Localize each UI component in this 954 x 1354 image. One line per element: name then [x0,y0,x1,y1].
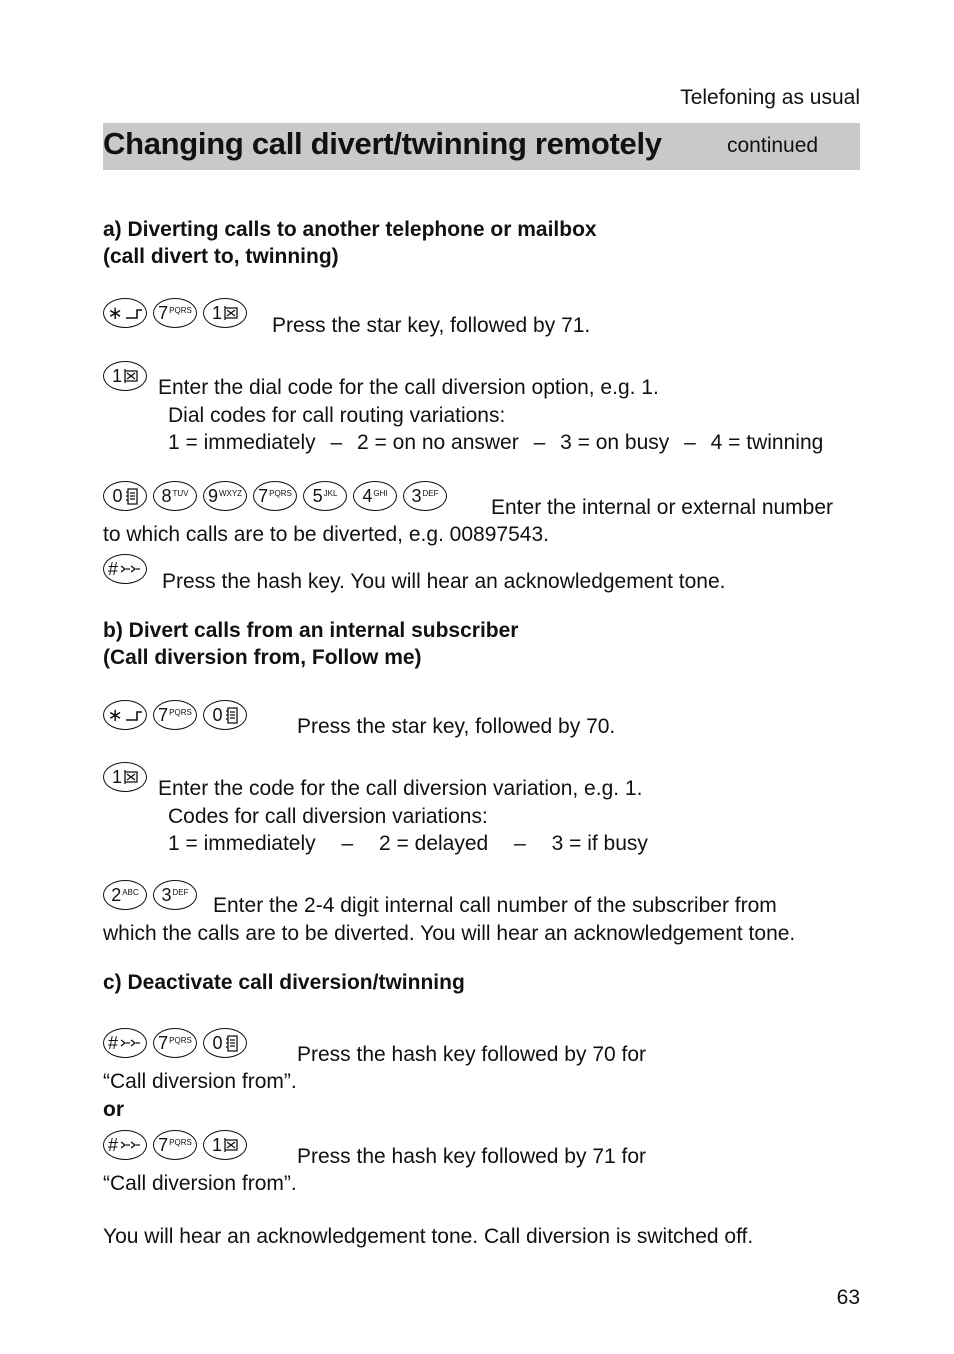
key-sequence [103,298,247,328]
instruction-subtext: Codes for call diversion variations: [168,805,488,828]
option: 2 = on no answer [357,431,519,454]
keypad-key-3 [153,880,197,910]
keypad-key-2 [103,880,147,910]
keypad-key-5 [303,481,347,511]
key-digit: 1 [211,1135,222,1155]
key-letters: TUV [172,489,189,498]
key-digit: 3 [411,486,422,506]
dash: – [341,832,354,855]
mailbox-icon [222,1137,238,1153]
key-digit: 8 [161,486,172,506]
keypad-key-phonebook [103,481,147,511]
keypad-key-mailbox [203,1130,247,1160]
key-digit: 0 [112,486,123,506]
key-sequence [103,481,447,511]
section-a-heading [103,216,597,270]
instruction-text: Press the star key, followed by 70. [297,715,616,738]
keypad-key-8 [153,481,197,511]
instruction-subtext: Dial codes for call routing variations: [168,404,506,427]
keypad-key-mailbox [203,298,247,328]
key-sequence [103,361,147,391]
option: 4 = twinning [710,431,824,454]
phonebook-icon [123,488,138,505]
key-digit: 7 [158,1033,169,1053]
star-icon [123,307,143,319]
section-b-heading [103,617,518,671]
key-digit: 7 [258,486,269,506]
instruction-text: Enter the dial code for the call diversion option, e.g. 1. [158,376,659,399]
section-b-heading-line2: (Call diversion from, Follow me) [103,646,422,669]
key-letters: WXYZ [218,489,243,498]
continued-label: continued [727,134,819,157]
keypad-key-arrows [103,1028,147,1058]
page-title: Changing call divert/twinning remotely [103,126,662,161]
key-digit: 9 [207,486,218,506]
instruction-text-cont: “Call diversion from”. [103,1070,297,1093]
key-digit: 0 [212,1033,223,1053]
keypad-key-7 [153,298,197,328]
key-letters: DEF [422,489,439,498]
key-digit: 1 [111,366,122,386]
instruction-text: Enter the code for the call diversion variation, e.g. 1. [158,777,643,800]
section-b-heading-line1: b) Divert calls from an internal subscriber [103,619,519,642]
key-letters: PQRS [169,306,192,315]
key-letters: JKL [323,489,338,498]
mailbox-icon [222,305,238,321]
section-c-heading: c) Deactivate call diversion/twinning [103,971,465,994]
key-letters: PQRS [169,1138,192,1147]
options-line [168,430,823,456]
keypad-key-mailbox [103,762,147,792]
keypad-key-phonebook [203,1028,247,1058]
keypad-key-star [103,298,147,328]
key-digit: 4 [362,486,373,506]
key-sequence [103,1130,247,1160]
key-digit: 1 [211,303,222,323]
key-letters: PQRS [169,1036,192,1045]
star-icon [123,709,143,721]
options-line [168,831,648,857]
keypad-key-arrows [103,554,147,584]
key-digit: 2 [111,885,122,905]
section-a-heading-line2: (call divert to, twinning) [103,245,339,268]
option: 2 = delayed [379,832,489,855]
instruction-text: Press the hash key followed by 70 for [297,1043,647,1066]
instruction-text: Press the star key, followed by 71. [272,314,591,337]
phonebook-icon [223,707,238,724]
dash: – [514,832,526,855]
key-sequence [103,700,247,730]
option: 1 = immediately [168,431,316,454]
arrows-icon [118,1140,142,1150]
key-letters: GHI [373,489,388,498]
key-digit: # [107,559,118,579]
instruction-text-cont: which the calls are to be diverted. You will hear an acknowledgement tone. [103,922,796,945]
keypad-key-7 [253,481,297,511]
keypad-key-4 [353,481,397,511]
key-sequence [103,1028,247,1058]
key-digit: # [107,1135,118,1155]
option: 3 = on busy [560,431,670,454]
instruction-text-cont: “Call diversion from”. [103,1172,297,1195]
keypad-key-3 [403,481,447,511]
dash: – [684,431,696,454]
key-digit: ∗ [107,303,123,323]
key-digit: # [107,1033,118,1053]
key-digit: 7 [158,1135,169,1155]
mailbox-icon [122,769,138,785]
key-digit: 7 [158,705,169,725]
key-digit: 5 [312,486,323,506]
instruction-text: Press the hash key. You will hear an acknowledgement tone. [162,570,726,593]
option: 3 = if busy [551,832,648,855]
keypad-key-phonebook [203,700,247,730]
keypad-key-7 [153,1130,197,1160]
keypad-key-7 [153,700,197,730]
or-label: or [103,1098,124,1121]
key-digit: 1 [111,767,122,787]
key-letters: PQRS [169,708,192,717]
section-a-heading-line1: a) Diverting calls to another telephone or mailbox [103,218,597,241]
key-digit: 3 [161,885,172,905]
instruction-text: Press the hash key followed by 71 for [297,1145,647,1168]
phonebook-icon [223,1035,238,1052]
closing-text: You will hear an acknowledgement tone. Call diversion is switched off. [103,1225,754,1248]
keypad-key-arrows [103,1130,147,1160]
key-sequence [103,762,147,792]
key-digit: 7 [158,303,169,323]
key-sequence [103,880,197,910]
keypad-key-7 [153,1028,197,1058]
instruction-text: Enter the 2-4 digit internal call number of the subscriber from [213,894,777,917]
mailbox-icon [122,368,138,384]
key-letters: DEF [172,888,189,897]
key-digit: 0 [212,705,223,725]
instruction-text-cont: to which calls are to be diverted, e.g. 00897543. [103,523,549,546]
option: 1 = immediately [168,832,316,855]
instruction-text: Enter the internal or external number [491,496,834,519]
keypad-key-mailbox [103,361,147,391]
key-digit: ∗ [107,705,123,725]
key-letters: ABC [122,888,139,897]
key-sequence [103,554,147,584]
running-header: Telefoning as usual [680,86,860,109]
page-number: 63 [836,1286,860,1309]
arrows-icon [118,564,142,574]
dash: – [533,431,546,454]
arrows-icon [118,1038,142,1048]
dash: – [330,431,343,454]
keypad-key-9 [203,481,247,511]
key-letters: PQRS [269,489,292,498]
keypad-key-star [103,700,147,730]
